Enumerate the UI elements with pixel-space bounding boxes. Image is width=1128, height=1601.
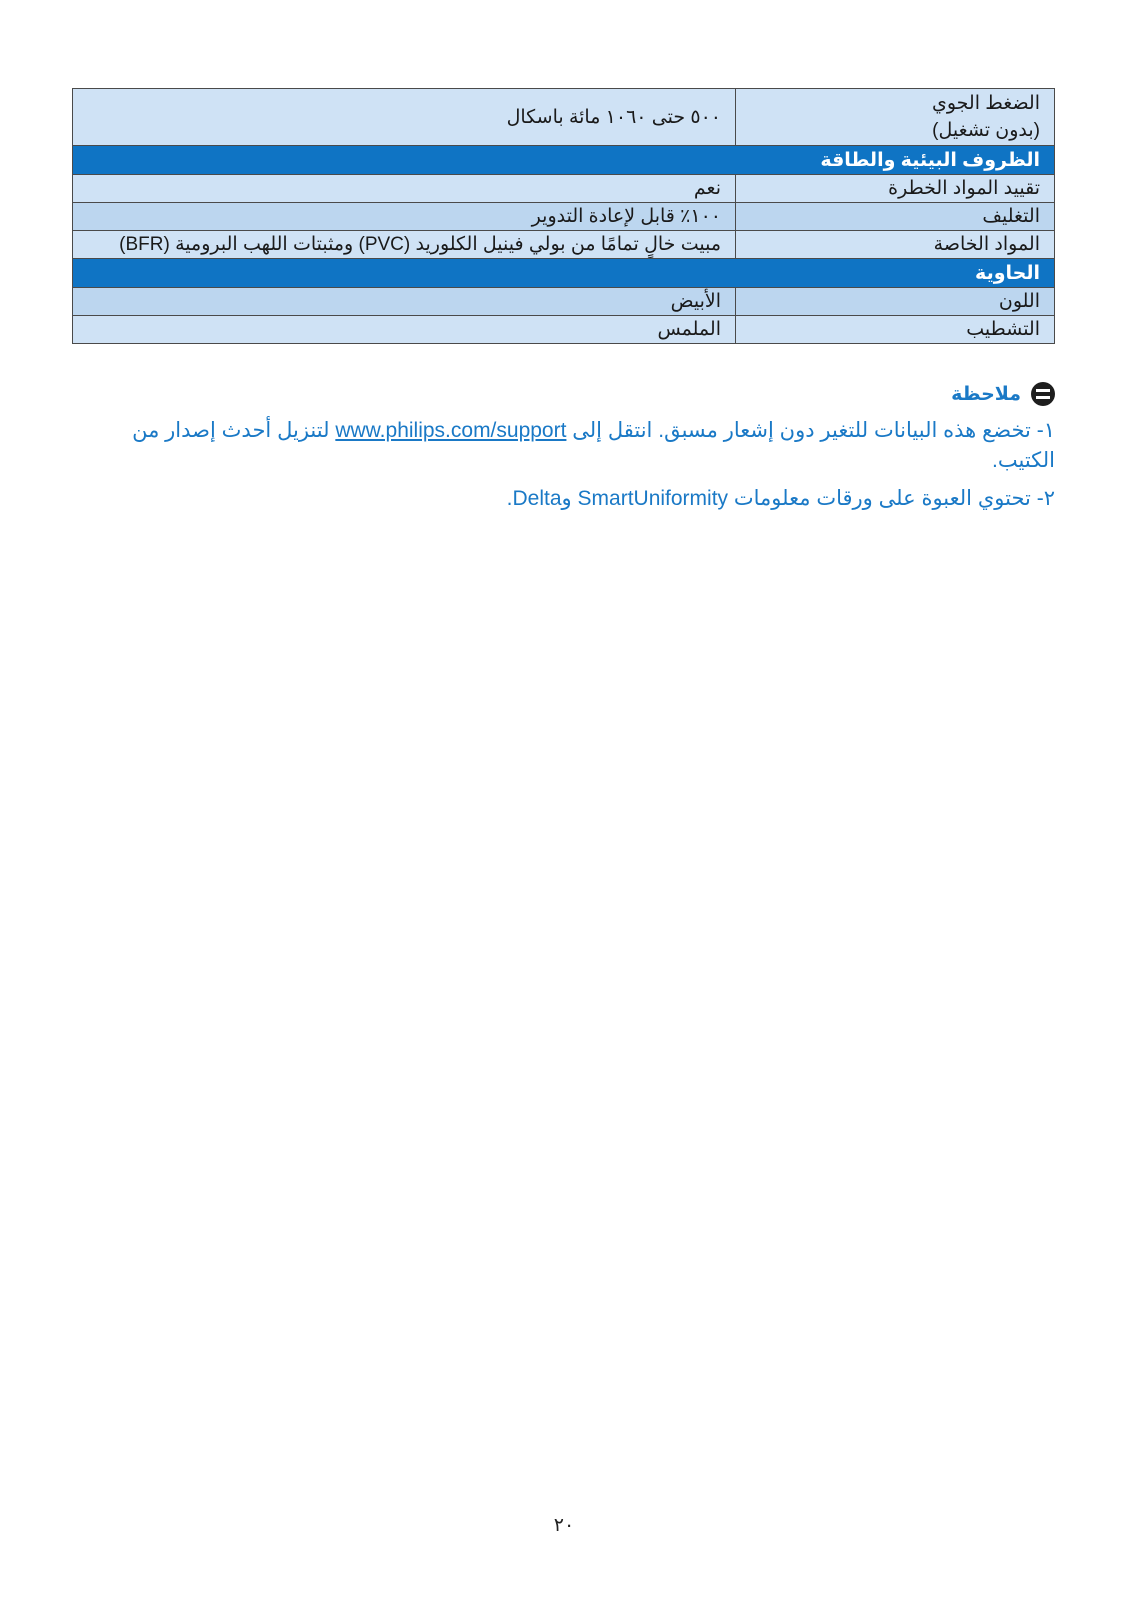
note-icon xyxy=(1031,382,1055,406)
table-row xyxy=(73,231,1055,259)
finish-label: التشطيب xyxy=(736,316,1055,344)
table-row xyxy=(73,316,1055,344)
table-row xyxy=(73,175,1055,203)
section-header-row xyxy=(73,146,1055,175)
notes-list xyxy=(65,416,1055,522)
note-text: تحتوي العبوة على ورقات معلومات SmartUniformity وDelta. xyxy=(506,487,1031,510)
section-header-row xyxy=(73,259,1055,288)
note-item xyxy=(65,484,1055,514)
note-number: ١- xyxy=(1036,419,1055,442)
table-row xyxy=(73,288,1055,316)
note-text: تخضع هذه البيانات للتغير دون إشعار مسبق. انتقل إلى xyxy=(572,419,1031,442)
rohs-value: نعم xyxy=(73,175,736,203)
pressure-value: ٥٠٠ حتى ١٠٦٠ مائة باسكال xyxy=(73,89,736,146)
note-text: لتنزيل أحدث إصدار من الكتيب. xyxy=(132,419,1055,472)
rohs-label: تقييد المواد الخطرة xyxy=(736,175,1055,203)
environment-section-title: الظروف البيئية والطاقة xyxy=(73,146,1055,175)
pressure-label-note: (بدون تشغيل) xyxy=(932,120,1040,141)
pressure-label-cell xyxy=(736,89,1055,146)
specific-substances-value: مبيت خالٍ تمامًا من بولي فينيل الكلوريد (PVC) ومثبتات اللهب البرومية (BFR) xyxy=(73,231,736,259)
support-link[interactable]: www.philips.com/support xyxy=(335,419,567,442)
packaging-value: ١٠٠٪ قابل لإعادة التدوير xyxy=(73,203,736,231)
table-row xyxy=(73,89,1055,146)
cabinet-section-title: الحاوية xyxy=(73,259,1055,288)
page-number: ٢٠ xyxy=(553,1515,575,1536)
notes-heading xyxy=(951,382,1055,406)
specifications-table xyxy=(72,88,1055,344)
notes-title: ملاحظة xyxy=(951,383,1021,405)
table-row xyxy=(73,203,1055,231)
packaging-label: التغليف xyxy=(736,203,1055,231)
finish-value: الملمس xyxy=(73,316,736,344)
note-item xyxy=(65,416,1055,476)
note-number: ٢- xyxy=(1036,487,1055,510)
color-value: الأبيض xyxy=(73,288,736,316)
color-label: اللون xyxy=(736,288,1055,316)
pressure-label: الضغط الجوي xyxy=(931,93,1040,114)
specific-substances-label: المواد الخاصة xyxy=(736,231,1055,259)
